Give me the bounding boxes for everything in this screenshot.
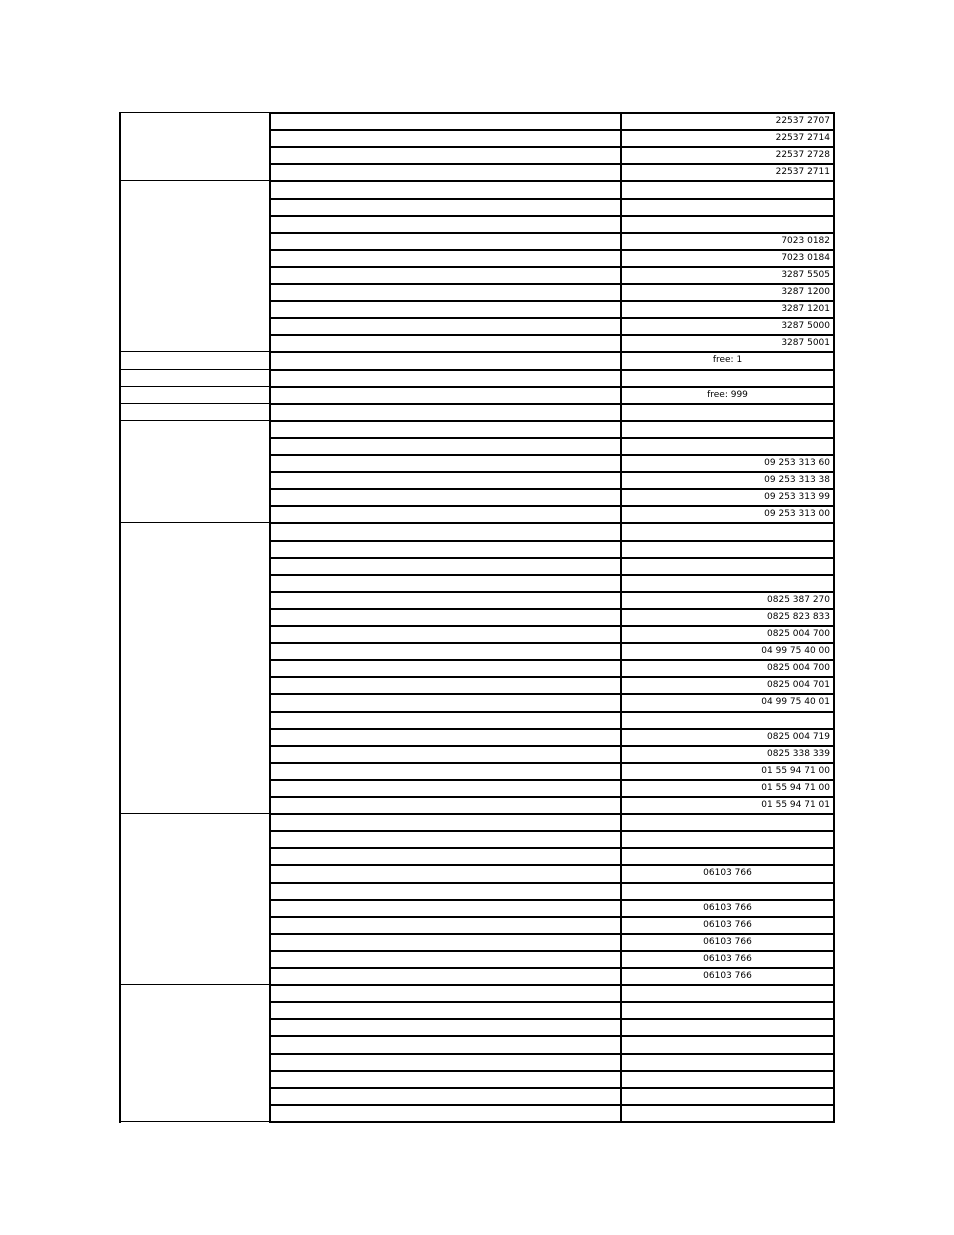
row-border: [270, 1121, 834, 1123]
row-border: [270, 608, 834, 610]
row-border: [270, 369, 834, 371]
phone-number-cell: 04 99 75 40 00: [761, 646, 830, 657]
row-border: [270, 112, 834, 114]
group-border: [120, 813, 270, 814]
row-border: [270, 1104, 834, 1106]
row-border: [270, 847, 834, 849]
row-border: [270, 779, 834, 781]
row-border: [270, 625, 834, 627]
row-border: [270, 180, 834, 182]
phone-number-cell: 0825 387 270: [767, 594, 830, 605]
phone-number-cell: 01 55 94 71 00: [761, 765, 830, 776]
row-border: [270, 540, 834, 542]
group-border: [120, 984, 270, 985]
row-border: [270, 984, 834, 986]
row-border: [270, 557, 834, 559]
row-border: [270, 215, 834, 217]
group-border: [120, 386, 270, 387]
row-border: [270, 830, 834, 832]
group-border: [120, 420, 270, 421]
row-border: [270, 933, 834, 935]
phone-number-cell: 22537 2714: [775, 133, 830, 144]
row-border: [270, 796, 834, 798]
row-border: [270, 232, 834, 234]
group-border: [120, 180, 270, 181]
row-border: [270, 146, 834, 148]
phone-number-cell: 06103 766: [703, 936, 752, 947]
row-border: [270, 967, 834, 969]
phone-number-cell: 06103 766: [703, 919, 752, 930]
row-border: [270, 574, 834, 576]
phone-number-cell: 0825 004 700: [767, 663, 830, 674]
row-border: [270, 882, 834, 884]
phone-number-cell: 09 253 313 38: [764, 475, 830, 486]
phone-number-cell: 04 99 75 40 01: [761, 697, 830, 708]
phone-number-cell: 22537 2711: [775, 167, 830, 178]
row-border: [270, 1035, 834, 1037]
phone-number-cell: 06103 766: [703, 971, 752, 981]
row-border: [270, 642, 834, 644]
phone-number-cell: 0825 004 719: [767, 731, 830, 742]
phone-number-cell: 3287 5505: [781, 269, 830, 280]
phone-number-cell: 0825 823 833: [767, 611, 830, 622]
group-border: [120, 351, 270, 352]
row-border: [270, 899, 834, 901]
row-border: [270, 813, 834, 815]
row-border: [270, 351, 834, 353]
row-border: [270, 1053, 834, 1055]
row-border: [270, 711, 834, 713]
phone-number-cell: 09 253 313 99: [764, 492, 830, 503]
row-border: [270, 266, 834, 268]
phone-number-cell: free: 999: [707, 389, 748, 400]
row-border: [270, 1087, 834, 1089]
row-border: [270, 505, 834, 507]
row-border: [270, 454, 834, 456]
phone-number-cell: free: 1: [712, 355, 743, 366]
row-border: [270, 386, 834, 388]
row-border: [270, 317, 834, 319]
group-border: [120, 403, 270, 404]
phone-number-cell: 3287 1201: [781, 304, 830, 315]
row-border: [270, 488, 834, 490]
row-border: [270, 864, 834, 866]
phone-number-cell: 01 55 94 71 00: [761, 782, 830, 793]
row-border: [270, 437, 834, 439]
row-border: [270, 249, 834, 251]
column-border-1: [269, 112, 271, 1123]
row-border: [270, 129, 834, 131]
row-border: [270, 420, 834, 422]
phone-number-cell: 09 253 313 00: [764, 509, 830, 520]
phone-number-cell: 0825 004 700: [767, 629, 830, 639]
phone-number-cell: 22537 2707: [775, 116, 830, 126]
row-border: [270, 676, 834, 678]
row-border: [270, 745, 834, 747]
row-border: [270, 198, 834, 200]
phone-number-cell: 0825 338 339: [767, 748, 830, 759]
row-border: [270, 693, 834, 695]
row-border: [270, 591, 834, 593]
row-border: [270, 403, 834, 405]
phone-number-cell: 22537 2728: [775, 150, 830, 161]
row-border: [270, 283, 834, 285]
column-border-left: [119, 112, 121, 1123]
phone-number-cell: 06103 766: [703, 953, 752, 964]
group-border: [120, 522, 270, 523]
phone-number-cell: 3287 5001: [781, 338, 830, 349]
row-border: [270, 334, 834, 336]
phone-number-cell: 09 253 313 60: [764, 458, 830, 468]
phone-number-cell: 0825 004 701: [767, 680, 830, 691]
phone-number-cell: 3287 1200: [781, 287, 830, 297]
row-border: [270, 916, 834, 918]
row-border: [270, 1070, 834, 1072]
row-border: [270, 163, 834, 165]
row-border: [270, 1001, 834, 1003]
phone-number-cell: 06103 766: [703, 902, 752, 913]
row-border: [270, 728, 834, 730]
phone-number-cell: 7023 0184: [781, 252, 830, 263]
phone-number-cell: 01 55 94 71 01: [761, 800, 830, 810]
group-border: [120, 369, 270, 370]
group-border: [120, 1121, 270, 1122]
row-border: [270, 300, 834, 302]
row-border: [270, 659, 834, 661]
row-border: [270, 522, 834, 524]
row-border: [270, 471, 834, 473]
phone-number-cell: 06103 766: [703, 868, 752, 879]
row-border: [270, 762, 834, 764]
phone-number-cell: 3287 5000: [781, 321, 830, 332]
phone-number-cell: 7023 0182: [781, 235, 830, 246]
group-border: [120, 112, 270, 113]
row-border: [270, 1018, 834, 1020]
row-border: [270, 950, 834, 952]
